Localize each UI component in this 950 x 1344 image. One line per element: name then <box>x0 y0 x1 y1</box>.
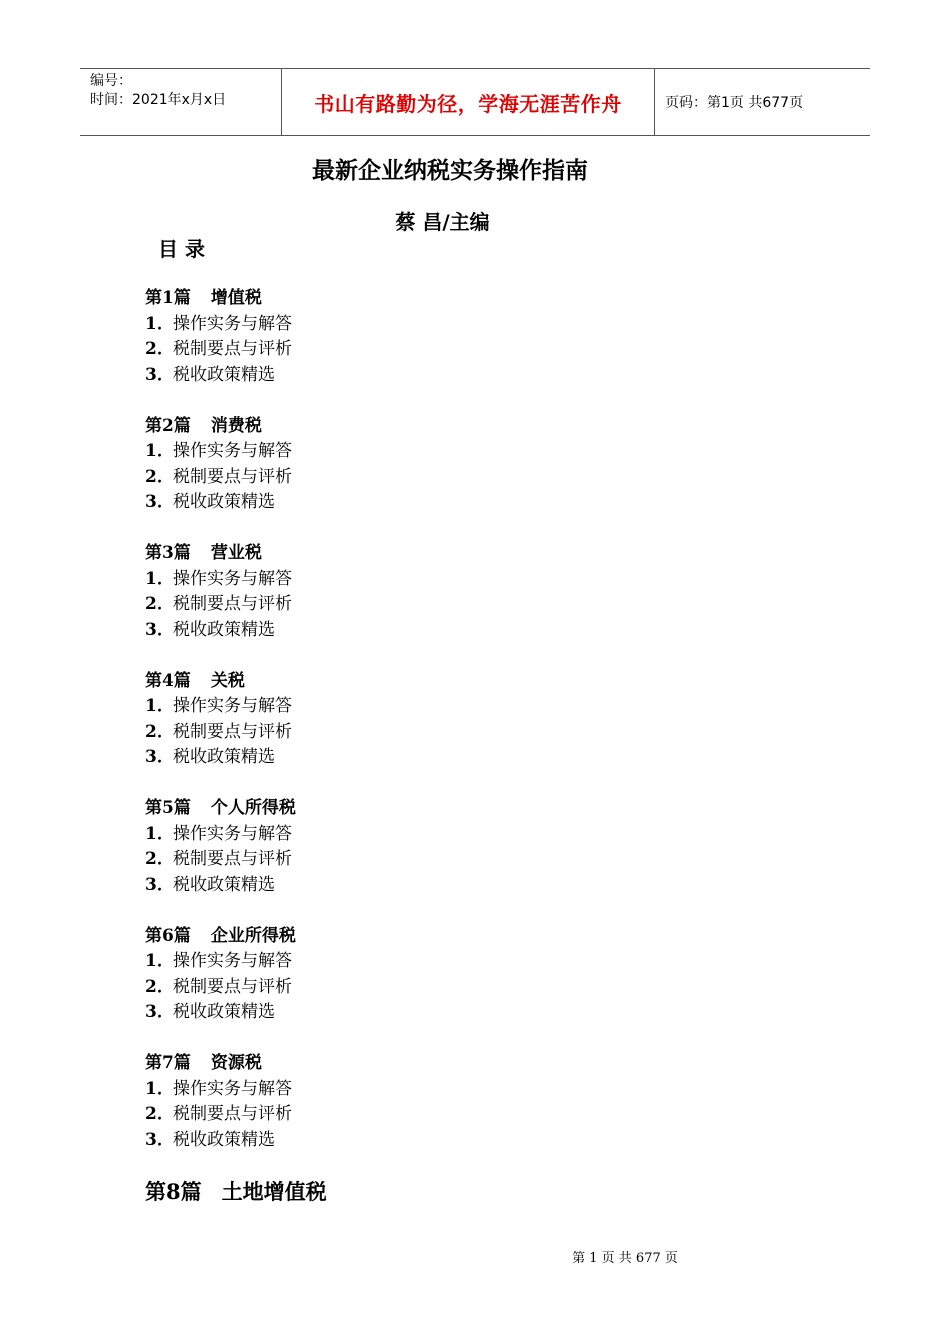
item-text: 税制要点与评析 <box>173 1104 292 1124</box>
item-number: 1． <box>145 1078 174 1099</box>
part-number: 第1篇 <box>145 288 191 308</box>
part-title[interactable] <box>145 286 296 312</box>
item-number: 2． <box>145 976 174 997</box>
item-number: 3． <box>145 874 174 895</box>
item-text: 操作实务与解答 <box>173 441 292 461</box>
toc-item[interactable] <box>145 847 296 873</box>
item-text: 税制要点与评析 <box>173 594 292 614</box>
part-title <box>145 1176 327 1206</box>
toc-item[interactable] <box>145 1102 296 1128</box>
item-text: 操作实务与解答 <box>173 951 292 971</box>
toc-item[interactable] <box>145 363 296 389</box>
item-number: 2． <box>145 1104 174 1124</box>
header-motto-cell <box>281 69 655 135</box>
toc-item[interactable] <box>145 694 296 720</box>
toc-item[interactable] <box>145 312 296 338</box>
toc-item[interactable] <box>145 1077 296 1103</box>
toc-item[interactable] <box>145 465 296 491</box>
item-text: 操作实务与解答 <box>173 313 292 334</box>
header-table <box>80 68 870 136</box>
part-name: 企业所得税 <box>210 925 296 946</box>
toc-item[interactable] <box>145 822 296 848</box>
part-number: 第6篇 <box>145 925 191 946</box>
item-number: 3． <box>145 1002 174 1022</box>
toc-item[interactable] <box>145 720 296 746</box>
item-number: 2． <box>145 466 174 487</box>
serial-label: 编号： <box>90 73 132 89</box>
part-name: 资源税 <box>210 1053 262 1073</box>
part-title[interactable] <box>145 1051 296 1077</box>
part-name: 消费税 <box>210 415 262 436</box>
toc-part <box>145 414 296 516</box>
item-text: 税收政策精选 <box>173 364 275 385</box>
part-name: 营业税 <box>210 543 262 563</box>
toc-part <box>145 924 296 1026</box>
item-number: 1． <box>145 823 174 844</box>
header-page-cell <box>655 69 870 135</box>
item-number: 3． <box>145 364 174 385</box>
part-title[interactable] <box>145 541 296 567</box>
item-number: 2． <box>145 594 174 614</box>
item-text: 操作实务与解答 <box>173 823 292 844</box>
part-number: 第4篇 <box>145 670 191 691</box>
header-meta-cell <box>80 69 281 135</box>
part-title[interactable] <box>145 669 296 695</box>
item-number: 1． <box>145 951 174 971</box>
toc-item[interactable] <box>145 490 296 516</box>
item-text: 税收政策精选 <box>173 1129 275 1150</box>
item-number: 3． <box>145 1129 174 1150</box>
toc-heading: 目 录 <box>158 237 205 261</box>
item-number: 3． <box>145 492 174 512</box>
item-text: 税收政策精选 <box>173 619 275 640</box>
toc-item[interactable] <box>145 439 296 465</box>
item-text: 操作实务与解答 <box>173 696 292 716</box>
author-line: 蔡 昌/主编 <box>395 210 490 234</box>
part-number: 第7篇 <box>145 1053 191 1073</box>
part-name: 个人所得税 <box>210 798 296 818</box>
item-number: 1． <box>145 441 174 461</box>
item-number: 2． <box>145 721 174 742</box>
part-number: 第8篇 <box>145 1179 202 1204</box>
toc-item[interactable] <box>145 745 296 771</box>
part-name: 土地增值税 <box>221 1179 327 1204</box>
item-text: 操作实务与解答 <box>173 568 292 589</box>
document-title: 最新企业纳税实务操作指南 <box>312 157 588 184</box>
item-text: 税收政策精选 <box>173 747 275 767</box>
item-text: 税收政策精选 <box>173 492 275 512</box>
page-label: 页码：第1页 共677页 <box>665 95 804 111</box>
toc-item[interactable] <box>145 975 296 1001</box>
item-number: 1． <box>145 568 174 589</box>
item-text: 税制要点与评析 <box>173 339 292 359</box>
toc-item[interactable] <box>145 873 296 899</box>
item-number: 2． <box>145 849 174 869</box>
page-footer: 第 1 页 共 677 页 <box>572 1251 678 1266</box>
item-text: 税制要点与评析 <box>173 976 292 997</box>
toc-part <box>145 796 296 898</box>
item-number: 3． <box>145 747 174 767</box>
toc-item[interactable] <box>145 337 296 363</box>
toc-part <box>145 286 296 388</box>
toc-item[interactable] <box>145 618 296 644</box>
part-name: 关税 <box>210 670 245 691</box>
toc-part <box>145 541 296 643</box>
part-name: 增值税 <box>210 288 262 308</box>
part-number: 第3篇 <box>145 543 191 563</box>
item-text: 税收政策精选 <box>173 1002 275 1022</box>
item-text: 税制要点与评析 <box>173 849 292 869</box>
item-text: 操作实务与解答 <box>173 1078 292 1099</box>
item-text: 税制要点与评析 <box>173 721 292 742</box>
toc-part <box>145 1051 296 1153</box>
toc-item[interactable] <box>145 949 296 975</box>
time-label: 时间：2021年x月x日 <box>90 92 227 108</box>
table-of-contents <box>145 286 296 1179</box>
item-number: 1． <box>145 696 174 716</box>
item-number: 3． <box>145 619 174 640</box>
motto-text: 书山有路勤为径，学海无涯苦作舟 <box>314 91 622 116</box>
toc-item[interactable] <box>145 567 296 593</box>
part-title[interactable] <box>145 796 296 822</box>
toc-item[interactable] <box>145 1128 296 1154</box>
toc-item[interactable] <box>145 592 296 618</box>
part-title[interactable] <box>145 924 296 950</box>
toc-part <box>145 669 296 771</box>
part-number: 第2篇 <box>145 415 191 436</box>
item-text: 税收政策精选 <box>173 874 275 895</box>
toc-item[interactable] <box>145 1000 296 1026</box>
part-title[interactable] <box>145 414 296 440</box>
item-text: 税制要点与评析 <box>173 466 292 487</box>
part-number: 第5篇 <box>145 798 191 818</box>
item-number: 1． <box>145 313 174 334</box>
item-number: 2． <box>145 339 174 359</box>
